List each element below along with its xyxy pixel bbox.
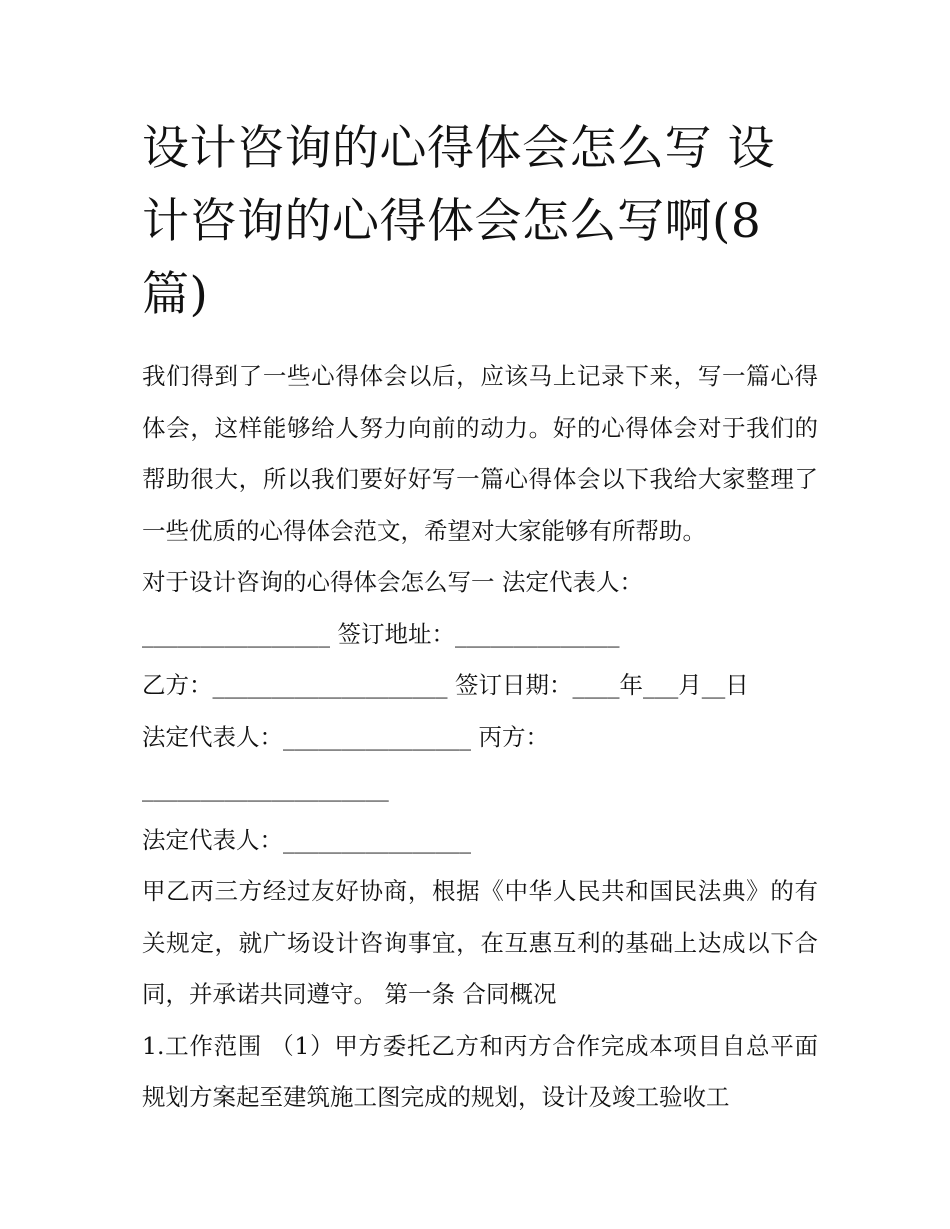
legal-rep-party-c-line: 法定代表人：________________ 丙方： (142, 722, 549, 751)
section-heading-line: 对于设计咨询的心得体会怎么写一 法定代表人： (142, 568, 643, 596)
document-page (142, 112, 822, 1124)
intro-paragraph: 我们得到了一些心得体会以后，应该马上记录下来，写一篇心得体会，这样能够给人努力向前的动力。好的心得体会对于我们的帮助很大，所以我们要好好写一篇心得体会以下我给大家整理了一些优质的心得体会范文，希望对大家能够有所帮助。 (142, 362, 818, 545)
document-body (142, 351, 822, 1124)
document-title: 设计咨询的心得体会怎么写 设计咨询的心得体会怎么写啊(8篇) (142, 121, 775, 322)
party-c-blank-line: _____________________ (142, 774, 389, 802)
legal-rep-line: 法定代表人：________________ (142, 825, 471, 854)
signing-address-line: ________________ 签订地址：______________ (142, 619, 620, 648)
agreement-paragraph: 甲乙丙三方经过友好协商，根据《中华人民共和国民法典》的有关规定，就广场设计咨询事宜，在互惠互利的基础上达成以下合同，并承诺共同遵守。 第一条 合同概况 (142, 877, 818, 1008)
party-b-line: 乙方：____________________ 签订日期：____年___月__日 (142, 671, 749, 699)
work-scope-paragraph: 1.工作范围 （1）甲方委托乙方和丙方合作完成本项目自总平面规划方案起至建筑施工图完成的规划，设计及竣工验收工 (142, 1031, 818, 1111)
